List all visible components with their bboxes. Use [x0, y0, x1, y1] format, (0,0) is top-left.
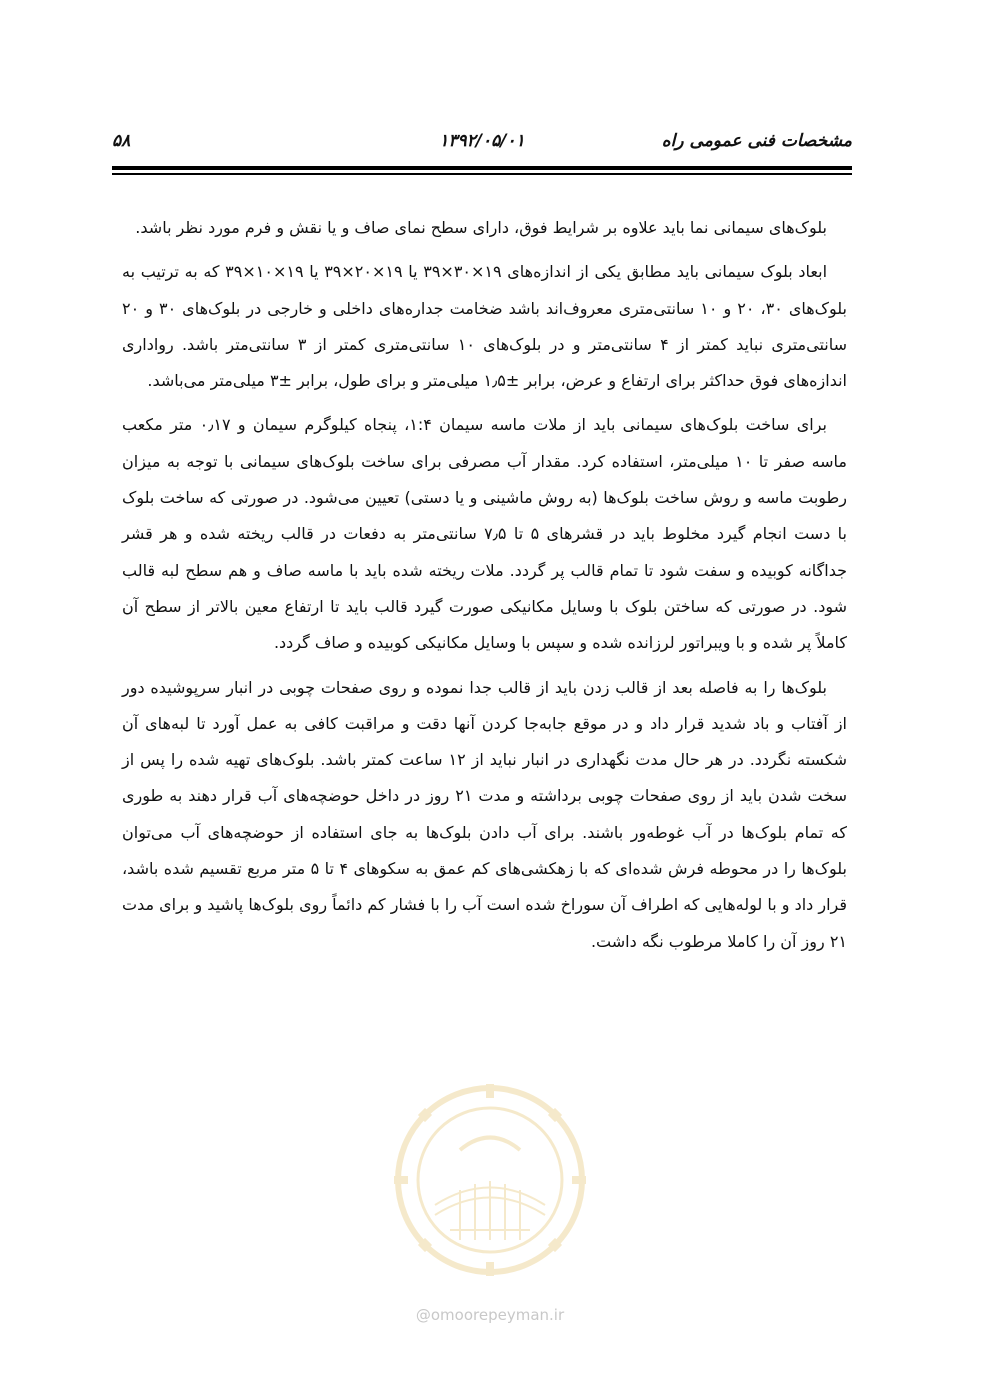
header-rule-thin — [112, 173, 852, 175]
paragraph: ابعاد بلوک سیمانی باید مطابق یکی از اندازه‌های ۱۹×۳۰×۳۹ یا ۱۹×۲۰×۳۹ یا ۱۹×۱۰×۳۹ که به ترتیب به بلوک‌های ۳۰، ۲۰ و ۱۰ سانتی‌متری معروف‌اند باشد ضخامت جداره‌های داخلی و خارجی در بلوک‌های ۳۰ و ۲۰ سانتی‌متری نباید کمتر از ۴ سانتی‌متر و در بلوک‌های ۱۰ سانتی‌متری کمتر از ۳ سانتی‌متر باشد. رواداری اندازه‌های فوق حداکثر برای ارتفاع و عرض، برابر ±۱٫۵ میلی‌متر و برای طول، برابر ±۳ میلی‌متر می‌باشد. — [122, 262, 848, 391]
paragraph: بلوک‌های سیمانی نما باید علاوه بر شرایط فوق، دارای سطح نمای صاف و یا نقش و فرم مورد نظر باشد. — [135, 218, 827, 237]
body-text — [122, 210, 847, 968]
page-number: ۵۸ — [112, 131, 131, 151]
header-date: ۱۳۹۲/۰۵/۰۱ — [439, 131, 525, 151]
paragraph: بلوک‌ها را به فاصله بعد از قالب زدن باید از قالب جدا نموده و روی صفحات چوبی در انبار سرپوشیده دور از آفتاب و باد شدید قرار داد و در موقع جابه‌جا کردن آنها دقت و مراقبت کافی به عمل آورد تا لبه‌های آن شکسته نگردد. در هر حال مدت نگهداری در انبار نباید از ۱۲ ساعت کمتر باشد. بلوک‌های تهیه شده را پس از سخت شدن باید از روی صفحات چوبی برداشته و مدت ۲۱ روز در داخل حوضچه‌های آب قرار دهند به طوری که تمام بلوک‌ها در آب غوطه‌ور باشند. برای آب دادن بلوک‌ها به جای استفاده از حوضچه‌های آب می‌توان بلوک‌ها را در محوطه فرش شده‌ای که با زهکشی‌های کم عمق به سکوهای ۴ تا ۵ متر مربع تقسیم شده باشد، قرار داد و با لوله‌هایی که اطراف آن سوراخ شده است آب را با فشار کم دائماً روی بلوک‌ها پاشید و برای مدت ۲۱ روز آن را کاملا مرطوب نگه داشت. — [122, 677, 848, 951]
watermark-logo-icon — [390, 1080, 590, 1280]
paragraph: برای ساخت بلوک‌های سیمانی باید از ملات ماسه سیمان ۱:۴، پنجاه کیلوگرم سیمان و ۰٫۱۷ متر مکعب ماسه صفر تا ۱۰ میلی‌متر، استفاده کرد. مقدار آب مصرفی برای ساخت بلوک‌های سیمانی با توجه به میزان رطوبت ماسه و روش ساخت بلوک‌ها (به روش ماشینی و یا دستی) تعیین می‌شود. در صورتی که ساخت بلوک با دست انجام گیرد مخلوط باید در قشرهای ۵ تا ۷٫۵ سانتی‌متر به دفعات در قالب ریخته شده و هر قشر جداگانه کوبیده و سفت شود تا تمام قالب پر گردد. ملات ریخته شده باید با ماسه صاف و هم سطح لبه قالب شود. در صورتی که ساختن بلوک با وسایل مکانیکی صورت گیرد قالب باید تا ارتفاع معین بالاتر از سطح آن کاملاً پر شده و با ویبراتور لرزانده شده و سپس با وسایل مکانیکی کوبیده و صاف گردد. — [122, 415, 848, 653]
header-rule-thick — [112, 166, 852, 170]
page-header — [112, 128, 852, 158]
watermark-text: @omoorepeyman.ir — [415, 1306, 565, 1324]
header-title: مشخصات فنی عمومی راه — [661, 131, 852, 151]
